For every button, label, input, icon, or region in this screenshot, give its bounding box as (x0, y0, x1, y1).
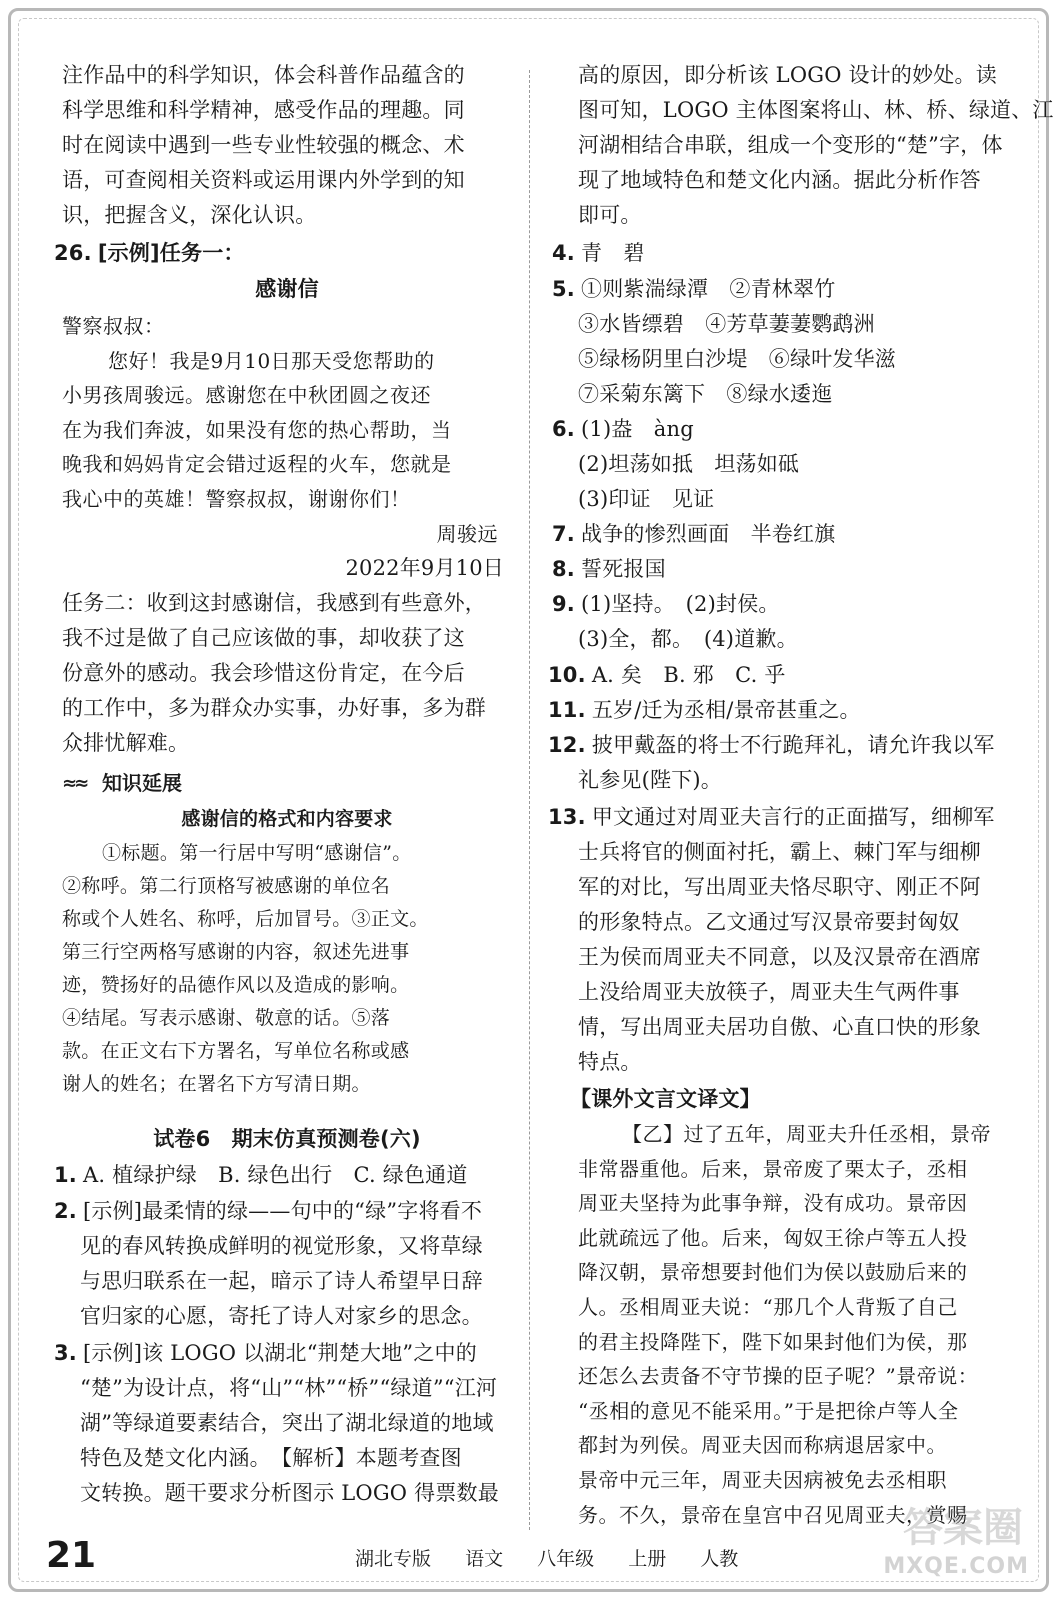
text-line: 份意外的感动。我会珍惜这份肯定，在今后 (62, 661, 465, 685)
edition-label: 湖北专版 (355, 1548, 432, 1570)
question-number: 5. (552, 277, 575, 301)
extension-label: 知识延展 (102, 771, 182, 795)
question-number: 10. (548, 663, 586, 687)
extension-line: 迹，赞扬好的品德作风以及造成的影响。 (62, 974, 410, 996)
q4 (552, 236, 1015, 271)
answer-line: ⑤绿杨阴里白沙堤 ⑥绿叶发华滋 (578, 347, 896, 371)
translation-line: 此就疏远了他。后来，匈奴王徐卢等五人投 (578, 1225, 968, 1250)
extension-line: 谢人的姓名；在署名下方写清日期。 (62, 1073, 371, 1095)
text-line: 图可知，LOGO 主体图案将山、林、桥、绿道、江 (578, 98, 1054, 122)
text-line: 注作品中的科学知识，体会科普作品蕴含的 (62, 63, 465, 87)
text-line: 官归家的心愿，寄托了诗人对家乡的思念。 (80, 1304, 483, 1328)
question-number: 12. (548, 733, 586, 757)
translation-line: 务。不久，景帝在皇宫中召见周亚夫，赏赐 (578, 1502, 968, 1527)
thank-you-letter (62, 272, 512, 586)
answer-line: 的形象特点。乙文通过写汉景帝要封匈奴 (578, 910, 960, 934)
grade-label: 八年级 (537, 1548, 595, 1570)
letter-line: 在为我们奔波，如果没有您的热心帮助，当 (62, 417, 452, 442)
answer-line: A. 矣 B. 邪 C. 乎 (591, 663, 786, 687)
q8 (552, 552, 1015, 587)
answer-line: (1)坚持。 (2)封侯。 (581, 592, 780, 616)
q7 (552, 517, 1015, 552)
letter-salutation: 警察叔叔： (62, 314, 165, 338)
text-line: 语，可查阅相关资料或运用课内外学到的知 (62, 168, 465, 192)
question-number: 7. (552, 522, 575, 546)
question-number: 4. (552, 241, 575, 265)
question-number: 6. (552, 417, 575, 441)
answer-line: (2)坦荡如抵 坦荡如砥 (578, 452, 800, 476)
text-line: 特色及楚文化内涵。 【解析】本题考查图 (80, 1446, 462, 1470)
extension-line: ①标题。第一行居中写明“感谢信”。 (102, 842, 412, 864)
text-line: 识，把握含义，深化认识。 (62, 203, 317, 227)
answer-line: ③水皆缥碧 ④芳草萋萋鹦鹉洲 (578, 312, 875, 336)
translation-line: “丞相的意见不能采用。”于是把徐卢等人全 (578, 1398, 959, 1423)
text-line: “楚”为设计点，将“山”“林”“桥”“绿道”“江河 (80, 1376, 498, 1400)
text-line: 河湖相结合串联，组成一个变形的“楚”字，体 (578, 133, 1003, 157)
watermark-site: MXQE.COM (883, 1554, 1029, 1579)
answer-line: 特点。 (578, 1050, 642, 1074)
q13 (548, 800, 1015, 1080)
translation-section (560, 1082, 1015, 1532)
q26-header (54, 236, 512, 271)
translation-line: 降汉朝，景帝想要封他们为侯以鼓励后来的 (578, 1260, 968, 1285)
text-line: 现了地域特色和楚文化内涵。据此分析作答 (578, 168, 981, 192)
answer-line: 甲文通过对周亚夫言行的正面描写，细柳军 (591, 805, 995, 829)
question-number: 11. (548, 698, 586, 722)
question-number: 13. (548, 805, 586, 829)
text-line: 高的原因，即分析该 LOGO 设计的妙处。读 (578, 63, 997, 87)
q26-task-label: [示例]任务一： (97, 241, 245, 265)
translation-line: 还怎么去责备不守节操的臣子呢？”景帝说： (578, 1364, 979, 1389)
watermark (883, 1488, 1037, 1588)
translation-line: 周亚夫坚持为此事争辩，没有成功。景帝因 (578, 1191, 968, 1216)
q9 (552, 587, 1015, 657)
subject-label: 语文 (465, 1548, 504, 1570)
question-number: 2. (54, 1199, 77, 1223)
answer-line: 士兵将官的侧面衬托，霸上、棘门军与细柳 (578, 840, 981, 864)
q6 (552, 412, 1015, 517)
translation-line: 的君主投降陛下，陛下如果封他们为侯，那 (578, 1329, 968, 1354)
q12 (548, 728, 1015, 798)
q1 (54, 1158, 512, 1193)
text-line: 即可。 (578, 203, 642, 227)
letter-signature: 周骏远 (436, 521, 498, 546)
q1-answer: A. 植绿护绿 B. 绿色出行 C. 绿色通道 (83, 1163, 468, 1187)
letter-line: 晚我和妈妈肯定会错过返程的火车，您就是 (62, 452, 452, 477)
translation-line: 【乙】过了五年，周亚夫升任丞相，景帝 (622, 1122, 991, 1146)
page-number: 21 (46, 1535, 97, 1576)
paper-title: 试卷6 期末仿真预测卷(六) (153, 1127, 421, 1151)
task2-paragraph (62, 586, 512, 761)
answer-line: (1)盎 àng (581, 417, 694, 441)
extension-line: 第三行空两格写感谢的内容，叙述先进事 (62, 941, 410, 963)
watermark-logo: 答案圈 (903, 1505, 1023, 1551)
text-line: 我不过是做了自己应该做的事，却收获了这 (62, 626, 465, 650)
text-line: 的工作中，多为群众办实事，办好事，多为群 (62, 696, 486, 720)
text-line: 见的春风转换成鲜明的视觉形象，又将草绿 (80, 1234, 483, 1258)
translation-label: 【课外文言文译文】 (570, 1087, 761, 1111)
answer-line: ①则紫湍绿潭 ②青林翠竹 (581, 277, 836, 301)
q3 (54, 1336, 512, 1511)
extension-line: ④结尾。写表示感谢、敬意的话。⑤落 (62, 1007, 391, 1029)
question-number: 8. (552, 557, 575, 581)
extension-line: 款。在正文右下方署名，写单位名称或感 (62, 1040, 410, 1062)
letter-date: 2022年9月10日 (345, 556, 504, 581)
analysis-continuation (560, 58, 1054, 233)
answer-line: 五岁/迁为丞相/景帝甚重之。 (591, 698, 861, 722)
q10 (548, 658, 1015, 693)
translation-line: 非常器重他。后来，景帝废了栗太子，丞相 (578, 1156, 968, 1181)
extension-title: 感谢信的格式和内容要求 (181, 808, 393, 830)
letter-title: 感谢信 (255, 277, 319, 301)
text-line: [示例]该 LOGO 以湖北“荆楚大地”之中的 (83, 1341, 477, 1365)
intro-paragraph (62, 58, 512, 233)
translation-line: 都封为列侯。周亚夫因而称病退居家中。 (578, 1433, 947, 1458)
text-line: 与思归联系在一起，暗示了诗人希望早日辞 (80, 1269, 483, 1293)
q2 (54, 1194, 512, 1334)
translation-line: 景帝中元三年，周亚夫因病被免去丞相职 (578, 1467, 947, 1492)
question-number: 1. (54, 1163, 77, 1187)
answer-line: 披甲戴盔的将士不行跪拜礼，请允许我以军 (591, 733, 995, 757)
q5 (552, 272, 1015, 412)
answer-line: 礼参见(陛下)。 (578, 768, 722, 792)
letter-line: 您好！我是9月10日那天受您帮助的 (108, 348, 435, 373)
text-line: 湖”等绿道要素结合，突出了湖北绿道的地域 (80, 1411, 494, 1435)
text-line: 任务二：收到这封感谢信，我感到有些意外， (62, 591, 486, 615)
question-number: 26. (54, 241, 92, 265)
wave-icon: ≈≈ (62, 773, 87, 794)
column-divider (529, 70, 530, 1530)
answer-line: 青 碧 (581, 241, 645, 265)
letter-line: 我心中的英雄！警察叔叔，谢谢你们！ (62, 486, 411, 511)
translation-line: 人。丞相周亚夫说：“那几个人背叛了自己 (578, 1294, 958, 1319)
text-line: [示例]最柔情的绿——句中的“绿”字将看不 (83, 1199, 483, 1223)
volume-label: 上册 (628, 1548, 667, 1570)
answer-line: (3)印证 见证 (578, 487, 715, 511)
book-info (355, 1544, 766, 1571)
publisher-label: 人教 (700, 1548, 739, 1570)
answer-line: 情，写出周亚夫居功自傲、心直口快的形象 (578, 1015, 981, 1039)
text-line: 文转换。题干要求分析图示 LOGO 得票数最 (80, 1481, 499, 1505)
q11 (548, 693, 1015, 728)
answer-line: ⑦采菊东篱下 ⑧绿水逶迤 (578, 382, 833, 406)
answer-line: 誓死报国 (581, 557, 666, 581)
extension-line: ②称呼。第二行顶格写被感谢的单位名 (62, 875, 391, 897)
question-number: 9. (552, 592, 575, 616)
answer-line: (3)全，都。 (4)道歉。 (578, 627, 798, 651)
answer-line: 战争的惨烈画面 半卷红旗 (581, 522, 836, 546)
question-number: 3. (54, 1341, 77, 1365)
knowledge-extension (62, 766, 512, 1101)
answer-line: 军的对比，写出周亚夫恪尽职守、刚正不阿 (578, 875, 981, 899)
extension-line: 称或个人姓名、称呼，后加冒号。③正文。 (62, 908, 429, 930)
answer-line: 王为侯而周亚夫不同意，以及汉景帝在酒席 (578, 945, 981, 969)
text-line: 众排忧解难。 (62, 731, 190, 755)
text-line: 时在阅读中遇到一些专业性较强的概念、术 (62, 133, 465, 157)
letter-line: 小男孩周骏远。感谢您在中秋团圆之夜还 (62, 383, 431, 408)
answer-line: 上没给周亚夫放筷子，周亚夫生气两件事 (578, 980, 960, 1004)
text-line: 科学思维和科学精神，感受作品的理趣。同 (62, 98, 465, 122)
